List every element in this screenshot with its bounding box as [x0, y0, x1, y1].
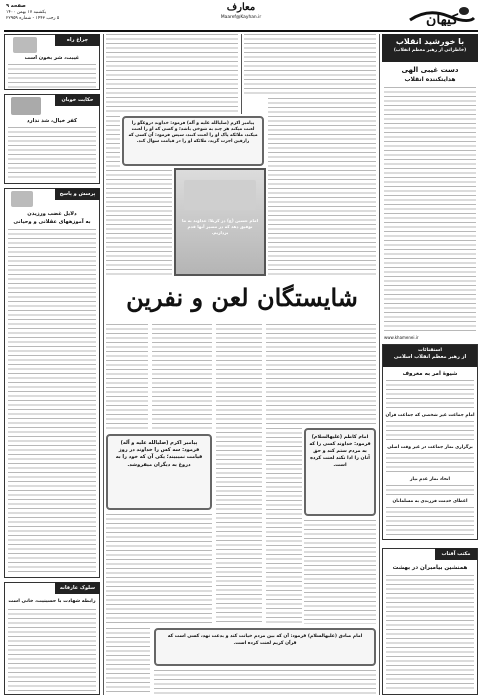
- center-col-1: [106, 324, 148, 429]
- article-title-1: دست غیبی الهی: [401, 66, 459, 74]
- top-hadith-frame: [122, 116, 264, 166]
- fatwa-title: از رهبر معظم انقلاب اسلامی: [393, 354, 467, 360]
- guiding-light-box: [4, 34, 100, 90]
- logo: [408, 4, 476, 26]
- image-caption: امام حسین (ع) در کربلا؛ خداوند به ما توفیق دهد که در مسیر آنها قدم برداریم.: [181, 218, 259, 235]
- pull-quote-right: امام کاظم (علیهالسلام) فرمود: خداوند کسی را که به مردم ستم کند و حق آنان را ادا نکند لعنت کرده است.: [309, 435, 371, 468]
- bottom-hadith-frame: [154, 628, 376, 666]
- mystic-path-kicker: سلوک عارفانه: [55, 582, 100, 594]
- website-link[interactable]: www.khamenei.ir: [384, 335, 419, 340]
- logo-text: کیهان: [426, 12, 458, 26]
- center-top-text-right: [244, 34, 376, 96]
- good-stories-box: [4, 94, 100, 184]
- fatwa-heading: شیوهٔ امر به معروف: [402, 371, 458, 377]
- page-number: صفحه ۹: [6, 3, 26, 9]
- qa-title-1: دلایل غضب ورزیدن: [27, 211, 77, 217]
- banner-subtitle: (خاطراتی از رهبر معظم انقلاب): [393, 48, 467, 53]
- issue-number: ۵ رجب ۱۴۴۳ - شماره ۲۲۹۵۹: [6, 16, 60, 21]
- center-bottom-text: [154, 670, 376, 695]
- sun-school-box: [382, 548, 478, 695]
- center-col-2: [152, 324, 212, 429]
- pull-quote-right-frame: [304, 428, 376, 516]
- bottom-hadith: امام صادق (علیهالسلام) فرمود: آن که بین مردم خیانت کند و بدعت نهد، کسی است که قرآن کریم لعنت کرده است.: [167, 634, 363, 646]
- story-image: [11, 97, 41, 115]
- center-col-4: [266, 324, 376, 424]
- banner-title: با خورشید انقلاب: [395, 37, 465, 46]
- pull-quote-left: پیامبر اکرم (صلیالله علیه و آله) فرمود: سه کس را خداوند در روز قیامت نمیبیند؛ یکی آن که خود را به دروغ به دیگران میفروشد.: [115, 440, 203, 468]
- good-stories-title: کفر خیال، شد ندارد: [26, 118, 78, 124]
- qa-icon: [11, 191, 33, 207]
- good-stories-kicker: حکایت خوبان: [55, 94, 100, 106]
- qa-box: [4, 188, 100, 578]
- center-col-4b: [266, 428, 302, 624]
- center-body-left-2: [106, 170, 172, 276]
- masthead: [0, 0, 482, 30]
- center-body-right: [268, 98, 376, 278]
- fatwa-box: [382, 344, 478, 540]
- issue-date: یکشنبه ۱۷ بهمن ۱۴۰۰: [6, 10, 47, 15]
- sun-school-kicker: مکتب آفتاب: [435, 548, 477, 560]
- fatwa-header: [383, 345, 477, 367]
- section-email: Maaref@Kayhan.ir: [220, 15, 262, 20]
- center-col-4c: [304, 520, 376, 624]
- feature-image: [174, 168, 266, 276]
- right-column: [382, 34, 478, 695]
- revolution-banner: [382, 34, 478, 62]
- pull-quote-left-frame: [106, 434, 212, 510]
- fatwa-question-4: اعطای خدمت فرزندی به مسلمانان: [392, 499, 468, 504]
- section-title: معارف: [226, 2, 256, 13]
- center-bottom-left: [106, 628, 150, 695]
- center-col-3: [216, 324, 262, 624]
- fatwa-question-2: برگزاری نماز جماعت در غیر وقت اصلی: [387, 445, 473, 450]
- lamp-icon: [13, 37, 37, 53]
- left-column: [4, 34, 100, 695]
- qa-kicker: پرسش و پاسخ: [55, 188, 100, 200]
- guiding-light-kicker: چراغ راه: [55, 34, 100, 46]
- top-hadith: پیامبر اکرم (صلیالله علیه و آله) فرمود: خداوند دروغگو را لعنت میکند هر چند به شوخی باشد؛ و کسی که او را لعنت میکند، ملائکه پاک او را لعنت کنند، سپس فرمود: آن کسی که رازقین اجرت گزید، ملائکه او را در قیامت سوال کند.: [128, 121, 258, 144]
- article-body: [384, 87, 476, 333]
- mystic-path-title: رابطه شهادت با حسینیت، خانی است: [8, 599, 96, 604]
- article-title-2: هدایتکننده انقلاب: [404, 76, 456, 83]
- guiding-light-title: غیبت، شر بخون است: [24, 55, 80, 61]
- center-top-text-left: [106, 34, 238, 114]
- qa-title-2: به آموزههای عقلانی و وحیانی: [13, 219, 91, 225]
- fatwa-question-3: اتحاد نماز عدم نیاز: [410, 477, 450, 482]
- main-headline: شایستگان لعن و نفرین: [126, 283, 358, 312]
- mystic-path-box: [4, 582, 100, 695]
- sun-school-title: همنشین بیامبران در بهشت: [392, 565, 468, 571]
- fatwa-kicker: استفتائات: [418, 348, 442, 353]
- fatwa-question-1: امام جماعت غیر شخصی که جماعت قرآن: [385, 413, 475, 418]
- center-col-1b: [106, 514, 212, 624]
